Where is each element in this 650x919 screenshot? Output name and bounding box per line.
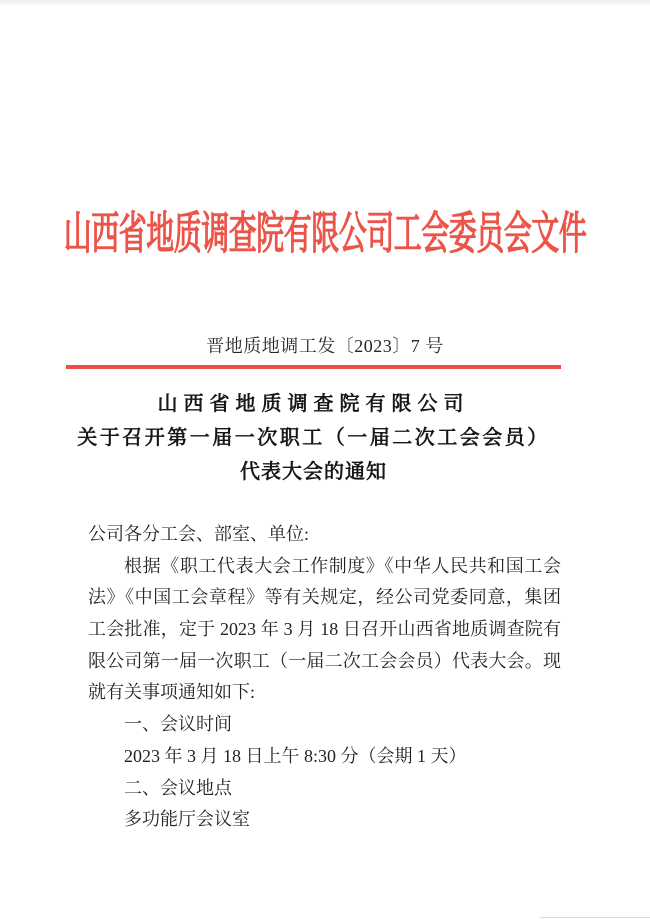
scan-edge-top: [0, 0, 650, 6]
notice-title-line-3: 代表大会的通知: [240, 461, 387, 483]
notice-title-line-1: 山西省地质调查院有限公司: [157, 393, 470, 415]
body-line-section-1-heading: 一、会议时间: [124, 714, 232, 735]
document-reference-number: 晋地质地调工发〔2023〕7 号: [206, 336, 444, 356]
notice-title-line-2: 关于召开第一届一次职工（一届二次工会会员）: [77, 427, 550, 449]
body-line-section-2-heading: 二、会议地点: [124, 777, 232, 798]
body-line: 法》《中国工会章程》等有关规定，经公司党委同意，集团: [88, 587, 561, 608]
body-line-salutation: 公司各分工会、部室、单位:: [88, 524, 309, 544]
masthead-title: 山西省地质调查院有限公司工会委员会文件: [63, 210, 587, 260]
body-line: 工会批准，定于 2023 年 3 月 18 日召开山西省地质调查院有: [88, 619, 561, 640]
body-line-meeting-place: 多功能厅会议室: [124, 809, 250, 830]
body-line: 就有关事项通知如下:: [88, 682, 256, 703]
notice-title: [66, 387, 561, 489]
body-line: 根据《职工代表大会工作制度》《中华人民共和国工会: [124, 555, 561, 576]
red-divider-line: [66, 365, 561, 369]
body-line-meeting-time: 2023 年 3 月 18 日上午 8:30 分（会期 1 天）: [124, 745, 467, 766]
notice-body: [88, 519, 561, 836]
document-masthead: [0, 199, 650, 260]
scan-edge-bottom: [540, 917, 650, 918]
body-line: 限公司第一届一次职工（一届二次工会会员）代表大会。现: [88, 650, 561, 671]
